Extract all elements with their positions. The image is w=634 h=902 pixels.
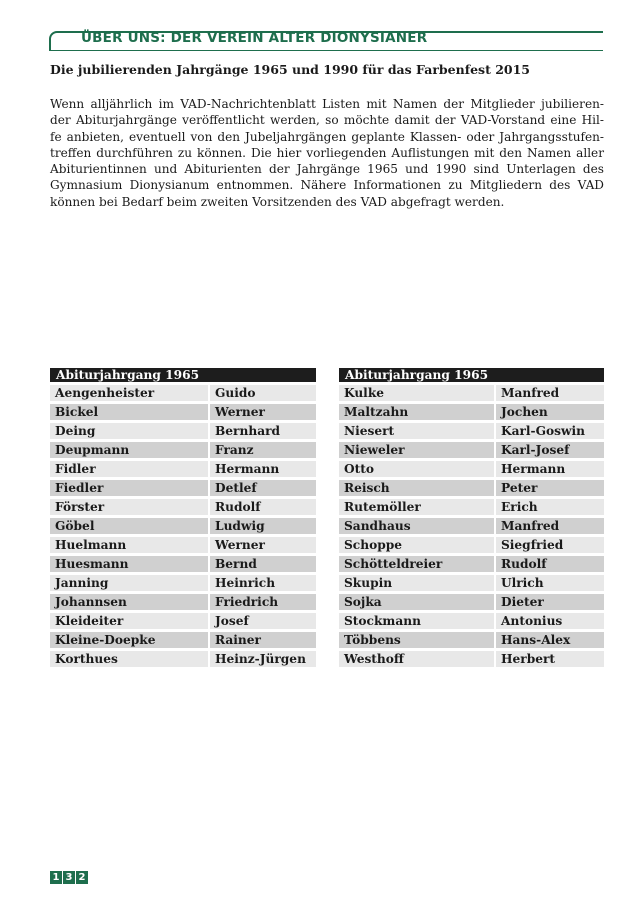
table-row xyxy=(50,404,316,420)
table-row xyxy=(339,480,604,496)
firstname-cell: Rainer xyxy=(210,632,316,648)
table-row xyxy=(339,556,604,572)
table-row xyxy=(50,442,316,458)
table-row xyxy=(339,575,604,591)
firstname-cell: Siegfried xyxy=(496,537,604,553)
surname-cell: Kleine-Doepke xyxy=(50,632,210,648)
firstname-cell: Detlef xyxy=(210,480,316,496)
surname-cell: Förster xyxy=(50,499,210,515)
table-row xyxy=(339,423,604,439)
surname-cell: Sandhaus xyxy=(339,518,496,534)
firstname-cell: Dieter xyxy=(496,594,604,610)
firstname-cell: Antonius xyxy=(496,613,604,629)
intro-line: der Abiturjahrgänge veröffentlicht werden, so möchte damit der VAD-Vorstand eine Hil- xyxy=(50,113,604,128)
table-body xyxy=(50,385,316,667)
surname-cell: Fidler xyxy=(50,461,210,477)
table-row xyxy=(339,632,604,648)
table-row xyxy=(50,499,316,515)
names-table-left xyxy=(50,365,316,670)
firstname-cell: Ulrich xyxy=(496,575,604,591)
firstname-cell: Rudolf xyxy=(210,499,316,515)
firstname-cell: Herbert xyxy=(496,651,604,667)
surname-cell: Sojka xyxy=(339,594,496,610)
surname-cell: Reisch xyxy=(339,480,496,496)
table-row xyxy=(50,461,316,477)
intro-line: Wenn alljährlich im VAD-Nachrichtenblatt Listen mit Namen der Mitglieder jubilieren- xyxy=(50,97,604,111)
table-row xyxy=(50,537,316,553)
table-row xyxy=(50,480,316,496)
surname-cell: Fiedler xyxy=(50,480,210,496)
surname-cell: Schoppe xyxy=(339,537,496,553)
firstname-cell: Werner xyxy=(210,404,316,420)
table-row xyxy=(339,518,604,534)
surname-cell: Rutemöller xyxy=(339,499,496,515)
surname-cell: Kulke xyxy=(339,385,496,401)
surname-cell: Kleideiter xyxy=(50,613,210,629)
firstname-cell: Peter xyxy=(496,480,604,496)
article-subtitle: Die jubilierenden Jahrgänge 1965 und 1990 für das Farbenfest 2015 xyxy=(50,62,530,77)
firstname-cell: Erich xyxy=(496,499,604,515)
table-heading: Abiturjahrgang 1965 xyxy=(339,368,604,382)
firstname-cell: Bernhard xyxy=(210,423,316,439)
firstname-cell: Karl-Josef xyxy=(496,442,604,458)
firstname-cell: Guido xyxy=(210,385,316,401)
intro-line: Abiturientinnen und Abiturienten der Jahrgänge 1965 und 1990 sind Unterlagen des xyxy=(50,162,604,177)
surname-cell: Skupin xyxy=(339,575,496,591)
table-row xyxy=(50,423,316,439)
firstname-cell: Hans-Alex xyxy=(496,632,604,648)
table-row xyxy=(50,385,316,401)
page-digit: 3 xyxy=(63,871,75,884)
firstname-cell: Jochen xyxy=(496,404,604,420)
surname-cell: Johannsen xyxy=(50,594,210,610)
table-row xyxy=(50,594,316,610)
intro-paragraph xyxy=(50,96,604,210)
table-row xyxy=(50,651,316,667)
table-row xyxy=(50,575,316,591)
surname-cell: Deing xyxy=(50,423,210,439)
surname-cell: Niesert xyxy=(339,423,496,439)
firstname-cell: Josef xyxy=(210,613,316,629)
table-row xyxy=(339,537,604,553)
table-row xyxy=(339,594,604,610)
table-row xyxy=(339,385,604,401)
section-header xyxy=(49,31,603,51)
surname-cell: Göbel xyxy=(50,518,210,534)
table-header-row xyxy=(339,368,604,382)
table-row xyxy=(339,442,604,458)
firstname-cell: Hermann xyxy=(210,461,316,477)
surname-cell: Bickel xyxy=(50,404,210,420)
table-header-row xyxy=(50,368,316,382)
table-row xyxy=(339,499,604,515)
table-row xyxy=(50,632,316,648)
firstname-cell: Manfred xyxy=(496,385,604,401)
firstname-cell: Karl-Goswin xyxy=(496,423,604,439)
table-row xyxy=(50,518,316,534)
surname-cell: Schötteldreier xyxy=(339,556,496,572)
firstname-cell: Werner xyxy=(210,537,316,553)
surname-cell: Otto xyxy=(339,461,496,477)
firstname-cell: Ludwig xyxy=(210,518,316,534)
firstname-cell: Rudolf xyxy=(496,556,604,572)
table-row xyxy=(339,404,604,420)
intro-line: können bei Bedarf beim zweiten Vorsitzenden des VAD abgefragt werden. xyxy=(50,194,505,209)
surname-cell: Westhoff xyxy=(339,651,496,667)
page-number xyxy=(50,871,88,884)
table-row xyxy=(339,651,604,667)
table-heading: Abiturjahrgang 1965 xyxy=(50,368,316,382)
firstname-cell: Bernd xyxy=(210,556,316,572)
page-digit: 1 xyxy=(50,871,62,884)
intro-line: Gymnasium Dionysianum entnommen. Nähere Informationen zu Mitgliedern des VAD xyxy=(50,178,604,193)
names-table-right xyxy=(339,365,604,670)
firstname-cell: Franz xyxy=(210,442,316,458)
surname-cell: Huesmann xyxy=(50,556,210,572)
firstname-cell: Friedrich xyxy=(210,594,316,610)
firstname-cell: Hermann xyxy=(496,461,604,477)
intro-line: treffen durchführen zu können. Die hier vorliegenden Auflistungen mit den Namen aller xyxy=(50,145,604,160)
table-row xyxy=(50,613,316,629)
firstname-cell: Heinrich xyxy=(210,575,316,591)
intro-line: fe anbieten, eventuell von den Jubeljahrgängen geplante Klassen- oder Jahrgangsstufen- xyxy=(50,129,604,144)
surname-cell: Huelmann xyxy=(50,537,210,553)
surname-cell: Korthues xyxy=(50,651,210,667)
table-row xyxy=(339,461,604,477)
table-row xyxy=(339,613,604,629)
surname-cell: Nieweler xyxy=(339,442,496,458)
surname-cell: Aengenheister xyxy=(50,385,210,401)
firstname-cell: Manfred xyxy=(496,518,604,534)
table-body xyxy=(339,385,604,667)
surname-cell: Janning xyxy=(50,575,210,591)
section-title: ÜBER UNS: DER VEREIN ALTER DIONYSIANER xyxy=(81,30,428,46)
table-row xyxy=(50,556,316,572)
surname-cell: Deupmann xyxy=(50,442,210,458)
page-digit: 2 xyxy=(76,871,88,884)
surname-cell: Stockmann xyxy=(339,613,496,629)
surname-cell: Többens xyxy=(339,632,496,648)
firstname-cell: Heinz-Jürgen xyxy=(210,651,316,667)
surname-cell: Maltzahn xyxy=(339,404,496,420)
